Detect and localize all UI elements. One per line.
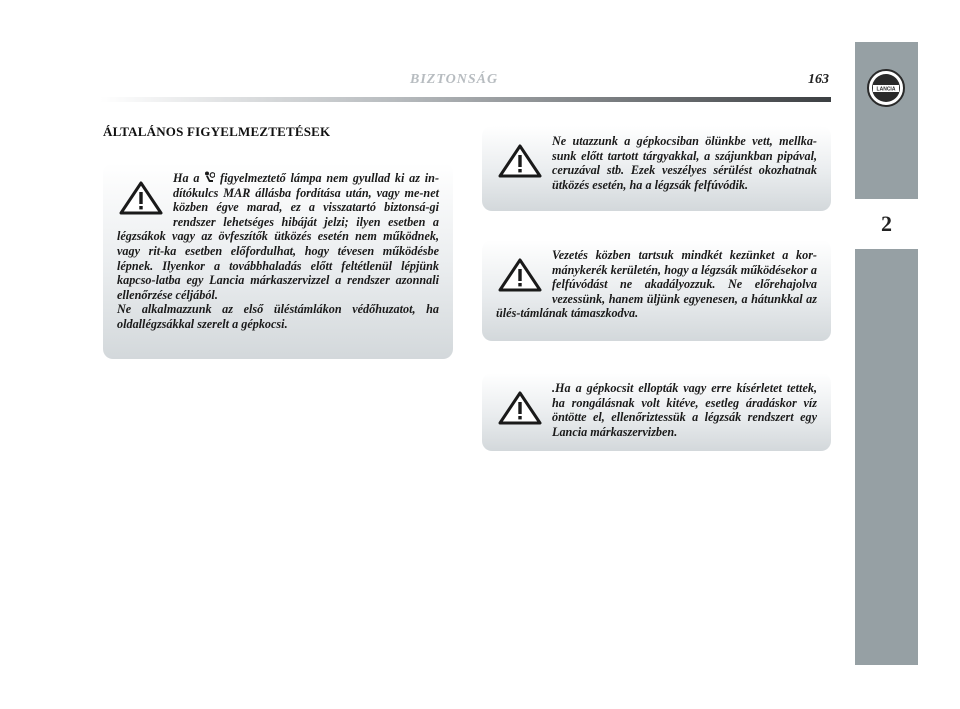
page-number: 163 [808, 72, 829, 87]
warning-text: Ne utazzunk a gépkocsiban ölünkbe vett, mellka-sunk előtt tartott tárgyakkal, a szájunkban pipával, ceruzával stb. Ezek veszélyes sérülést okozhatnak ütközés esetén, ha a légzsák felfúvódik. [552, 134, 817, 192]
chapter-sidebar [855, 42, 918, 665]
warning-text: .Ha a gépkocsit ellopták vagy erre kísérletet tettek, ha rongálásnak volt kitéve, esetleg áradáskor víz öntötte el, ellenőriztessük a légzsák rendszert egy Lancia márkaszervizben. [552, 381, 817, 439]
warning-box-airbag-lamp [103, 163, 453, 359]
logo-lettering: LANCIA [876, 86, 896, 93]
warning-text-part: Ha a [173, 171, 205, 185]
header-title: BIZTONSÁG [410, 72, 499, 87]
warning-box-objects [482, 126, 831, 211]
warning-text-part: figyelmeztető lámpa nem gyullad ki az in-dítókulcs MAR állásba fordítása után, vagy me-net közben égve marad, ez a visszatartó biztonsá-gi rendszer lehetséges hibáját jelzi; ilyen esetben a légzsákok vagy az övfeszítők ütközés esetén nem működnek, vagy rit-ka esetben előfordulhat, hogy tévesen működésbe lépnek. Ilyenkor a továbbhaladás előtt feltétlenül lépjünk kapcso-latba egy Lancia márkaszervizzel a rendszer azonnali ellenőrzése céljából. [117, 171, 440, 302]
warning-triangle-icon [117, 181, 165, 215]
section-heading: ÁLTALÁNOS FIGYELMEZTETÉSEK [103, 124, 331, 139]
header-rule [100, 97, 831, 102]
warning-triangle-icon [496, 144, 544, 178]
warning-box-theft-flood [482, 373, 831, 451]
warning-triangle-icon [496, 258, 544, 292]
warning-text-second: Ne alkalmazzunk az első üléstámlákon védőhuzatot, ha oldallégzsákkal szerelt a gépkocsi. [117, 302, 439, 331]
warning-triangle-icon [496, 391, 544, 425]
chapter-number: 2 [855, 199, 918, 249]
warning-box-driving-posture [482, 240, 831, 341]
airbag-warning-lamp-icon [204, 171, 215, 183]
warning-text: Vezetés közben tartsuk mindkét kezünket a kor-mánykerék kerületén, hogy a légzsák működésekor a felfúvódást ne akadályozzuk. Ne előrehajolva vezessünk, hanem üljünk egyenesen, a hátunkkal az ülés-támlának támaszkodva. [496, 248, 817, 321]
lancia-logo [866, 68, 906, 108]
warning-text [117, 171, 439, 302]
